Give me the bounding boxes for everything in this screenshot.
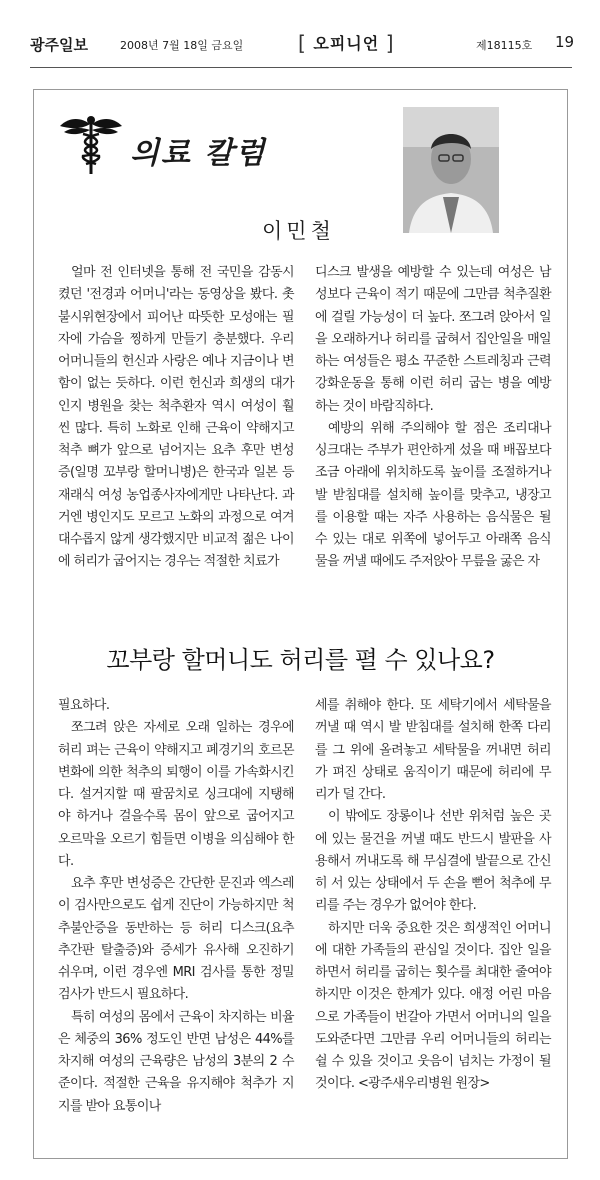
page-number: 19 <box>555 33 575 51</box>
paragraph: 얼마 전 인터넷을 통해 전 국민을 감동시켰던 '전경과 어머니'라는 동영상을 봤다. 촛불시위현장에서 피어난 따뜻한 모성애는 필자에 가슴을 찡하게 만들기 충분했다. 우리 어머니들의 헌신과 사랑은 예나 지금이나 변함이 없는 듯하다. 이런 헌신과 희생의 대가인지 병원을 찾는 척추환자 역시 여성이 훨씬 많다. 특히 노화로 인해 근육이 약해지고 척추 뼈가 앞으로 넘어지는 요추 후만 변성증(일명 꼬부랑 할머니병)은 한국과 일본 등 재래식 여성 농업종사자에게만 나타난다. 과거엔 병인지도 모르고 노화의 과정으로 여겨 대수롭지 않게 생각했지만 비교적 젊은 나이에 허리가 굽어지는 경우는 적절한 치료가 <box>58 265 294 570</box>
column-title: 의료 칼럼 <box>130 136 267 171</box>
header-rule <box>30 67 572 68</box>
paragraph <box>315 918 551 1096</box>
newspaper-masthead: 광주일보 <box>30 36 88 54</box>
paragraph: 필요하다. <box>58 698 110 713</box>
article-headline: 꼬부랑 할머니도 허리를 펼 수 있나요? <box>106 646 495 674</box>
paragraph: 예방의 위해 주의해야 할 점은 조리대나 싱크대는 주부가 편안하게 섰을 때 배꼽보다 조금 아래에 위치하도록 높이를 조절하거나 발 받침대를 설치해 높이를 맞추고, 냉장고를 이용할 때는 자주 사용하는 음식물은 될 수 있는 대로 위쪽에 넣어두고 아래쪽 음식물을 꺼낼 때에도 주저앉아 무릎을 굻은 자 <box>315 420 551 570</box>
paragraph: 특히 여성의 몸에서 근육이 차지하는 비율은 체중의 36% 정도인 반면 남성은 44%를 차지해 여성의 근육량은 남성의 3분의 2 수준이다. 적절한 근육을 유지해야 척추가 지지를 받아 요통이나 <box>58 1009 294 1114</box>
paragraph: 디스크 발생을 예방할 수 있는데 여성은 남성보다 근육이 적기 때문에 그만큼 척추질환에 걸릴 가능성이 더 높다. 쪼그려 앉아서 일을 오래하거나 허리를 굽혀서 집안일을 매일하는 여성들은 평소 꾸준한 스트레칭과 근력강화운동을 통해 이런 허리 굽는 병을 예방하는 것이 바람직하다. <box>315 265 551 414</box>
body-column-4 <box>315 695 551 1096</box>
paragraph: 쪼그려 앉은 자세로 오래 일하는 경우에 허리 펴는 근육이 약해지고 폐경기의 호르몬 변화에 의한 척추의 퇴행이 이를 가속화시킨다. 설거지할 때 팔꿈치로 싱크대에 지탱해야 하거나 걸을수록 몸이 앞으로 굽어지고 오르막을 오르기 힘들면 이병을 의심해야 한다. <box>58 720 294 869</box>
paragraph-text: 하지만 더욱 중요한 것은 희생적인 어머니에 대한 가족들의 관심일 것이다. 집안 일을 하면서 허리를 굽히는 횟수를 최대한 줄여야 하지만 이것은 한계가 있다. 애정 어린 마음으로 가족들이 번갈아 가면서 어머니의 일을 도와준다면 그만큼 우리 어머니들의 허리는 쉴 수 있을 것이고 웃음이 넘치는 가정이 될 것이다. <box>315 920 551 1092</box>
author-signature: <광주새우리병원 원장> <box>357 1076 490 1092</box>
issue-number: 제18115호 <box>476 39 533 52</box>
author-photo <box>403 107 499 233</box>
caduceus-icon <box>56 112 126 176</box>
paragraph: 세를 취해야 한다. 또 세탁기에서 세탁물을 꺼낼 때 역시 발 받침대를 설치해 한쪽 다리를 그 위에 올려놓고 세탁물을 꺼내면 허리가 펴진 상태로 움직이기 때문에 허리에 무리가 덜 간다. <box>315 698 551 802</box>
author-portrait-image <box>403 107 499 233</box>
section-label: [ 오피니언 ] <box>298 31 395 55</box>
body-column-3 <box>58 695 294 1118</box>
paragraph: 이 밖에도 장롱이나 선반 위처럼 높은 곳에 있는 물건을 꺼낼 때도 반드시 발판을 사용해서 꺼내도록 해 무심결에 발끝으로 간신히 서 있는 상태에서 두 손을 뻗어 척추에 무리를 주는 경우가 없어야 한다. <box>315 809 551 914</box>
publication-date: 2008년 7월 18일 금요일 <box>120 39 244 52</box>
paragraph: 요추 후만 변성증은 간단한 문진과 엑스레이 검사만으로도 쉽게 진단이 가능하지만 척추불안증을 동반하는 등 허리 디스크(요추 추간판 탈출증)와 증세가 유사해 오진하기 쉬우며, 이런 경우엔 MRI 검사를 통한 정밀 검사가 반드시 필요하다. <box>58 876 294 1003</box>
page-header <box>30 31 575 56</box>
body-column-1 <box>58 262 294 574</box>
author-name: 이민철 <box>262 219 335 243</box>
section-name: 오피니언 <box>313 34 380 53</box>
body-column-2 <box>315 262 551 574</box>
